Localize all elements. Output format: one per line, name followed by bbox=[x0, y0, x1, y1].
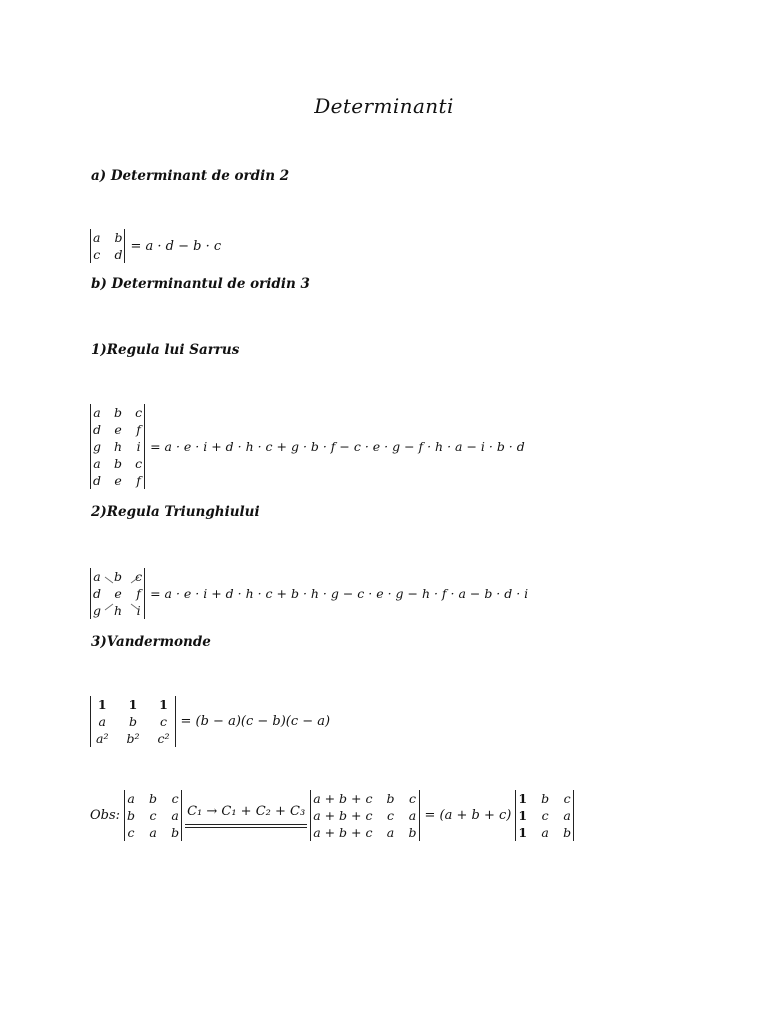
matrix-entry: b bbox=[127, 808, 136, 823]
obs-matrix-2 bbox=[310, 790, 419, 841]
matrix-entry: b bbox=[114, 569, 123, 584]
matrix-entry: a bbox=[541, 825, 549, 840]
matrix-entry: a bbox=[386, 825, 395, 840]
matrix-entry: c bbox=[171, 791, 179, 806]
matrix-entry: a bbox=[171, 808, 179, 823]
sarrus-heading: 1)Regula lui Sarrus bbox=[91, 342, 240, 358]
matrix-entry: c bbox=[541, 808, 549, 823]
matrix-entry: c bbox=[127, 825, 135, 840]
matrix-entry: c bbox=[135, 456, 143, 471]
matrix-entry: b bbox=[114, 405, 123, 420]
obs-equation bbox=[90, 790, 574, 841]
matrix-entry: 1 bbox=[518, 791, 528, 806]
obs-matrix-3 bbox=[515, 790, 574, 841]
matrix-entry: b bbox=[128, 714, 137, 729]
matrix-entry: h bbox=[114, 603, 123, 618]
sarrus-matrix bbox=[90, 404, 145, 489]
matrix-entry: 1 bbox=[518, 808, 528, 823]
matrix-entry: f bbox=[136, 473, 141, 488]
matrix-entry: c bbox=[93, 247, 101, 262]
matrix-entry: a bbox=[563, 808, 571, 823]
matrix-entry: c bbox=[409, 791, 417, 806]
column-transform: C₁ → C₁ + C₂ + C₃ bbox=[185, 803, 307, 828]
triunghi-equation bbox=[90, 568, 528, 619]
vandermonde-matrix bbox=[90, 696, 176, 747]
matrix-entry: b bbox=[114, 456, 123, 471]
obs-label: Obs: bbox=[90, 808, 121, 823]
matrix-entry: a bbox=[127, 791, 135, 806]
triunghi-formula: = a · e · i + d · h · c + b · h · g − c · e · g − h · f · a − b · d · i bbox=[150, 586, 529, 601]
triangle-diagonals bbox=[91, 568, 153, 619]
matrix-entry: b² bbox=[126, 731, 140, 746]
matrix-entry: e bbox=[114, 422, 122, 437]
matrix-entry: c bbox=[135, 405, 143, 420]
order2-formula: = a · d − b · c bbox=[130, 238, 222, 254]
matrix-entry: a bbox=[98, 714, 106, 729]
matrix-entry: c bbox=[135, 569, 143, 584]
vandermonde-equation bbox=[90, 696, 330, 747]
matrix-entry: i bbox=[136, 603, 141, 618]
matrix-entry: d bbox=[93, 422, 102, 437]
matrix-entry: a bbox=[149, 825, 157, 840]
matrix-entry: d bbox=[93, 473, 102, 488]
matrix-entry: a bbox=[93, 569, 101, 584]
matrix-entry: f bbox=[136, 422, 141, 437]
vandermonde-formula: = (b − a)(c − b)(c − a) bbox=[180, 714, 331, 729]
matrix-entry: g bbox=[93, 603, 102, 618]
matrix-entry: b bbox=[408, 825, 417, 840]
matrix-entry: h bbox=[114, 439, 123, 454]
matrix-entry: b bbox=[149, 791, 158, 806]
obs-matrix-1 bbox=[124, 790, 182, 841]
matrix-entry: g bbox=[93, 439, 102, 454]
matrix-entry: c² bbox=[157, 731, 170, 746]
matrix-entry: a bbox=[93, 230, 101, 245]
matrix-entry: a + b + c bbox=[313, 808, 373, 823]
order2-equation bbox=[90, 229, 221, 263]
matrix-entry: b bbox=[114, 230, 123, 245]
matrix-entry: c bbox=[563, 791, 571, 806]
matrix-entry: 1 bbox=[518, 825, 528, 840]
matrix-entry: a² bbox=[96, 731, 109, 746]
matrix-entry: c bbox=[159, 714, 167, 729]
matrix-entry: a bbox=[408, 808, 417, 823]
matrix-entry: d bbox=[93, 586, 102, 601]
triunghi-heading: 2)Regula Triunghiului bbox=[91, 504, 260, 520]
obs-factor: = (a + b + c) bbox=[424, 808, 512, 823]
matrix-entry: a bbox=[93, 456, 101, 471]
matrix-entry: b bbox=[386, 791, 395, 806]
matrix-entry: 1 bbox=[97, 697, 107, 712]
matrix-entry: c bbox=[149, 808, 157, 823]
section-b-heading: b) Determinantul de oridin 3 bbox=[91, 276, 310, 292]
matrix-entry: f bbox=[136, 586, 141, 601]
matrix-entry: d bbox=[114, 247, 123, 262]
matrix-entry: a + b + c bbox=[313, 791, 373, 806]
sarrus-formula: = a · e · i + d · h · c + g · b · f − c · e · g − f · h · a − i · b · d bbox=[150, 439, 525, 454]
matrix-entry: b bbox=[541, 791, 550, 806]
matrix-entry: e bbox=[114, 473, 122, 488]
matrix-entry: b bbox=[563, 825, 572, 840]
matrix-entry: a + b + c bbox=[313, 825, 373, 840]
sarrus-equation bbox=[90, 404, 525, 489]
section-a-heading: a) Determinant de ordin 2 bbox=[91, 168, 290, 184]
page-title: Determinanti bbox=[314, 94, 454, 118]
matrix-entry: 1 bbox=[128, 697, 138, 712]
matrix-entry: i bbox=[136, 439, 141, 454]
triunghi-matrix bbox=[90, 568, 145, 619]
matrix-entry: 1 bbox=[159, 697, 168, 712]
matrix-entry: e bbox=[114, 586, 122, 601]
matrix-entry: a bbox=[93, 405, 101, 420]
matrix-entry: b bbox=[171, 825, 180, 840]
matrix-entry: c bbox=[386, 808, 394, 823]
vandermonde-heading: 3)Vandermonde bbox=[91, 634, 211, 650]
order2-matrix bbox=[90, 229, 125, 263]
